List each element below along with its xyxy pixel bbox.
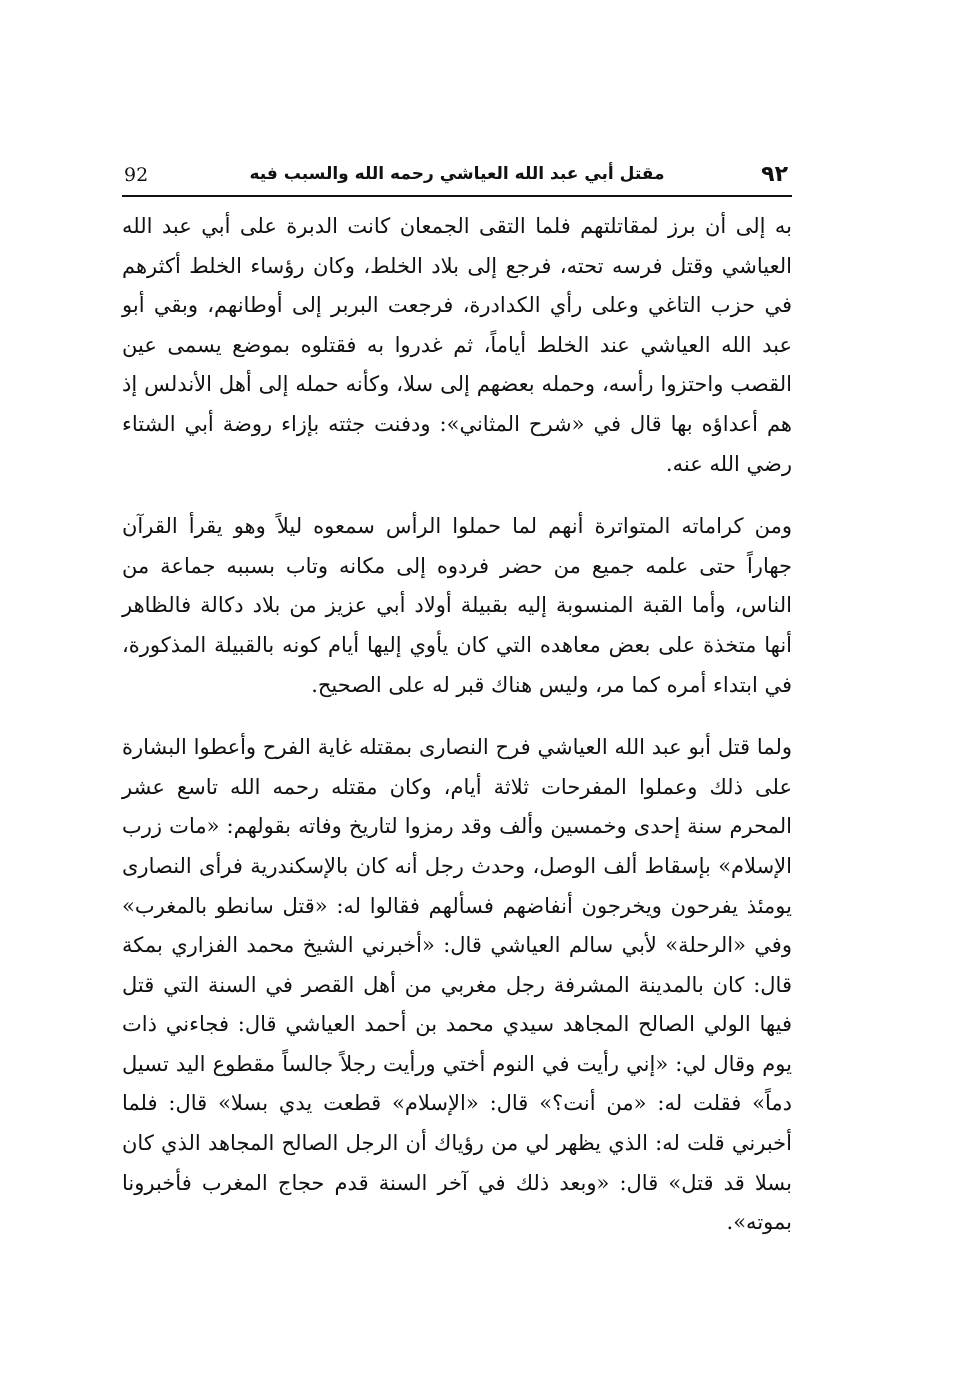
body-text — [122, 207, 792, 1243]
paragraph-2: ومن كراماته المتواترة أنهم لما حملوا الرأس سمعوه ليلاً وهو يقرأ القرآن جهاراً حتى علمه جميع من حضر فردوه إلى مكانه وتاب بسببه جماعة من الناس، وأما القبة المنسوبة إليه بقبيلة أولاد أبي عزيز من بلاد دكالة فالظاهر أنها متخذة على بعض معاهده التي كان يأوي إليها أيام كونه بالقبيلة المذكورة، في ابتداء أمره كما مر، وليس هناك قبر له على الصحيح. — [122, 514, 792, 697]
paragraph-1: به إلى أن برز لمقاتلتهم فلما التقى الجمعان كانت الدبرة على أبي عبد الله العياشي وقتل فرسه تحته، فرجع إلى بلاد الخلط، وكان رؤساء الخلط أكثرهم في حزب التاغي وعلى رأي الكدادرة، فرجعت البربر إلى أوطانهم، وبقي أبو عبد الله العياشي عند الخلط أياماً، ثم غدروا به فقتلوه بموضع يسمى عين القصب واحتزوا رأسه، وحمله بعضهم إلى سلا، وكأنه حمله إلى أهل الأندلس إذ هم أعداؤه بها قال في «شرح المثاني»: ودفنت جثته بإزاء روضة أبي الشتاء رضي الله عنه. — [122, 214, 792, 476]
paragraph-3: ولما قتل أبو عبد الله العياشي فرح النصارى بمقتله غاية الفرح وأعطوا البشارة على ذلك وعملوا المفرحات ثلاثة أيام، وكان مقتله رحمه الله تاسع عشر المحرم سنة إحدى وخمسين وألف وقد رمزوا لتاريخ وفاته بقولهم: «مات زرب الإسلام» بإسقاط ألف الوصل، وحدث رجل أنه كان بالإسكندرية فرأى النصارى يومئذ يفرحون ويخرجون أنفاضهم فسألهم فقالوا له: «قتل سانطو بالمغرب» وفي «الرحلة» لأبي سالم العياشي قال: «أخبرني الشيخ محمد الفزاري بمكة قال: كان بالمدينة المشرفة رجل مغربي من أهل القصر في السنة التي قتل فيها الولي الصالح المجاهد سيدي محمد بن أحمد العياشي قال: فجاءني ذات يوم وقال لي: «إني رأيت في النوم أختي ورأيت رجلاً جالساً مقطوع اليد تسيل دماً» فقلت له: «من أنت؟» قال: «الإسلام» قطعت يدي بسلا» قال: فلما أخبرني قلت له: الذي يظهر لي من رؤياك أن الرجل الصالح المجاهد الذي كان بسلا قد قتل» قال: «وبعد ذلك في آخر السنة قدم حجاج المغرب فأخبرونا بموته». — [122, 735, 792, 1235]
running-title: مقتل أبي عبد الله العياشي رحمه الله والسبب فيه — [249, 164, 665, 184]
running-header — [122, 160, 792, 196]
page-number-latin: 92 — [124, 164, 149, 186]
page-number-arabic: ٩٢ — [761, 162, 788, 187]
header-divider — [122, 195, 792, 197]
